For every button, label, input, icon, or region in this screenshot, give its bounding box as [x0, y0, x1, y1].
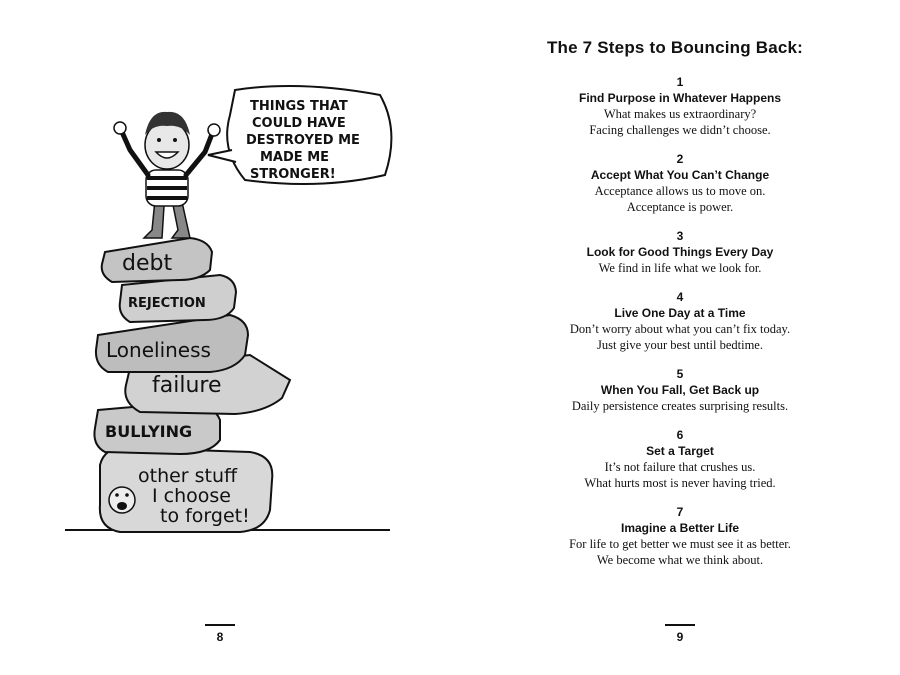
step-heading: Imagine a Better Life	[620, 521, 740, 535]
step-number: 7	[676, 505, 684, 519]
page-title: The 7 Steps to Bouncing Back:	[546, 38, 804, 57]
step-line: It’s not failure that crushes us.	[604, 460, 756, 474]
step-5	[450, 366, 900, 414]
step-heading: Accept What You Can’t Change	[590, 168, 770, 182]
speech-bubble-tail	[208, 150, 236, 162]
right-page	[450, 0, 900, 675]
rock-stack-illustration	[60, 80, 400, 560]
folio-rule-left	[205, 624, 235, 626]
step-line: For life to get better we must see it as better.	[569, 537, 791, 551]
step-heading: Set a Target	[646, 444, 714, 458]
step-number: 6	[676, 428, 684, 442]
bubble-line-1: THINGS THAT	[250, 99, 348, 114]
step-line: What hurts most is never having tried.	[584, 476, 776, 490]
step-line: We become what we think about.	[596, 553, 764, 567]
step-heading: When You Fall, Get Back up	[600, 383, 760, 397]
step-line: What makes us extraordinary?	[603, 107, 757, 121]
step-3	[450, 228, 900, 276]
step-line: We find in life what we look for.	[598, 261, 762, 275]
rock-text-forget: to forget!	[160, 505, 250, 527]
rock-text-other: other stuff	[138, 465, 238, 487]
step-7	[450, 504, 900, 568]
rock-text-bullying: BULLYING	[105, 422, 193, 441]
step-line: Acceptance is power.	[626, 200, 734, 214]
step-1	[450, 74, 900, 138]
step-number: 5	[676, 367, 684, 381]
step-line: Facing challenges we didn’t choose.	[589, 123, 771, 137]
bubble-line-5: STRONGER!	[250, 167, 336, 182]
step-heading: Live One Day at a Time	[614, 306, 746, 320]
cartoon-svg	[60, 80, 400, 560]
step-2	[450, 151, 900, 215]
folio-rule-right	[665, 624, 695, 626]
rock-text-choose: I choose	[152, 485, 231, 507]
step-number: 2	[676, 152, 684, 166]
step-line: Don’t worry about what you can’t fix today.	[569, 322, 791, 336]
step-line: Just give your best until bedtime.	[597, 338, 763, 352]
rock-text-loneliness: Loneliness	[106, 338, 211, 362]
steps-list	[450, 74, 900, 581]
step-line: Daily persistence creates surprising results.	[571, 399, 789, 413]
bubble-line-3: DESTROYED ME	[246, 133, 360, 148]
step-4	[450, 289, 900, 353]
step-heading: Look for Good Things Every Day	[586, 245, 774, 259]
page-number-right	[660, 624, 700, 644]
page-number-left	[200, 624, 240, 644]
step-6	[450, 427, 900, 491]
bubble-line-4: MADE ME	[260, 150, 330, 165]
rock-text-failure: failure	[152, 373, 222, 398]
step-line: Acceptance allows us to move on.	[594, 184, 766, 198]
rock-text-rejection: REJECTION	[128, 296, 206, 311]
step-number: 4	[676, 290, 684, 304]
cheering-kid	[114, 112, 220, 238]
step-number: 1	[676, 75, 684, 89]
screaming-mouth	[117, 502, 127, 510]
page-number-left-text: 8	[216, 630, 224, 644]
step-number: 3	[676, 229, 684, 243]
page-number-right-text: 9	[676, 630, 684, 644]
rock-text-debt: debt	[122, 251, 173, 276]
step-heading: Find Purpose in Whatever Happens	[578, 91, 782, 105]
bubble-line-2: COULD HAVE	[252, 116, 346, 131]
